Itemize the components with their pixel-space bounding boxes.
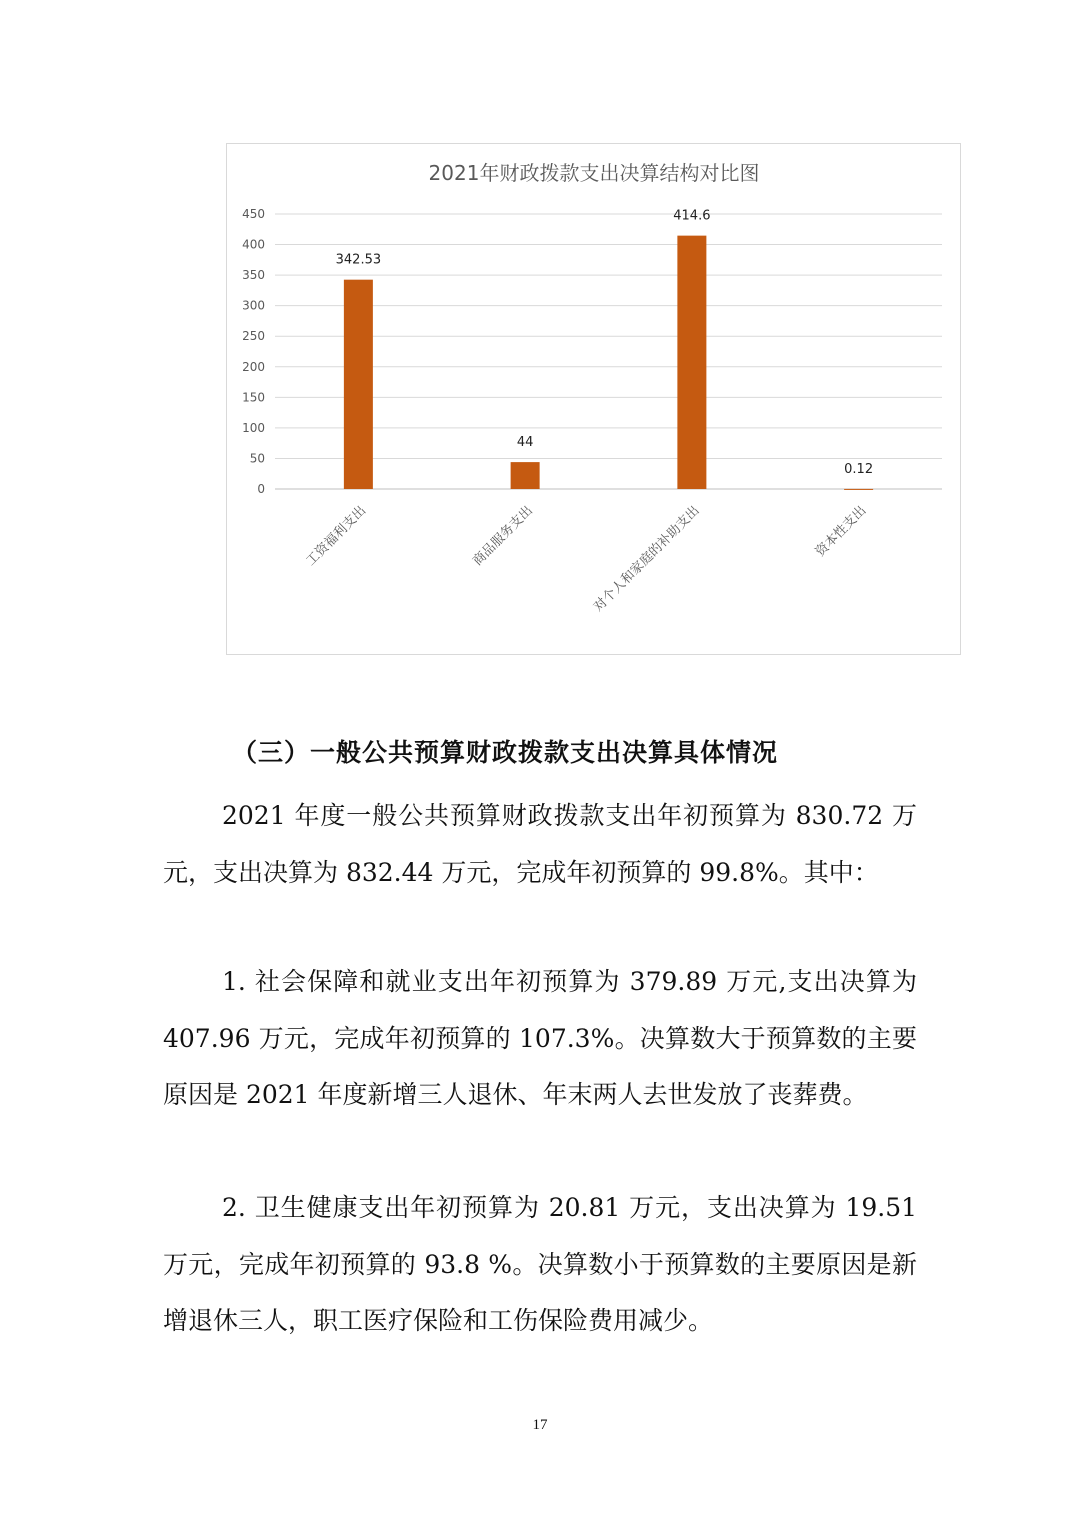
paragraph-item-2: 2. 卫生健康支出年初预算为 20.81 万元，支出决算为 19.51 万元，完成年初预算的 93.8 %。决算数小于预算数的主要原因是新增退休三人，职工医疗保险和工伤保险费用减少。 [163,1193,917,1335]
y-tick-label: 100 [242,420,265,435]
y-tick-label: 250 [242,329,265,344]
bar [511,462,540,489]
y-tick-label: 350 [242,268,265,283]
category-label: 资本性支出 [812,503,870,560]
section-heading: （三）一般公共预算财政拨款支出决算具体情况 [232,738,779,767]
bar [844,489,873,490]
paragraph-summary: 2021 年度一般公共预算财政拨款支出年初预算为 830.72 万元，支出决算为 832.44 万元，完成年初预算的 99.8%。其中： [163,801,917,887]
y-tick-label: 150 [242,390,265,405]
y-tick-label: 300 [242,298,265,313]
bar [344,280,373,489]
y-tick-label: 0 [257,482,265,496]
category-label: 对个人和家庭的补助支出 [590,503,703,615]
data-label: 414.6 [673,208,711,224]
chart-canvas [227,144,962,656]
data-label: 44 [516,435,534,451]
bar-chart [226,143,961,655]
y-tick-label: 400 [242,237,265,252]
data-label: 342.53 [335,252,382,268]
chart-title: 2021年财政拨款支出决算结构对比图 [428,161,760,185]
page-number: 17 [532,1417,548,1433]
category-label: 工资福利支出 [303,503,370,569]
y-tick-label: 450 [242,207,265,221]
paragraph-item-1: 1. 社会保障和就业支出年初预算为 379.89 万元,支出决算为 407.96 万元，完成年初预算的 107.3%。决算数大于预算数的主要原因是 2021 年度新增三人退休、年末两人去世发放了丧葬费。 [163,967,917,1109]
category-label: 商品服务支出 [470,503,536,569]
y-tick-label: 200 [242,359,265,374]
bar [677,236,706,489]
data-label: 0.12 [844,461,874,477]
y-tick-label: 50 [249,451,265,466]
